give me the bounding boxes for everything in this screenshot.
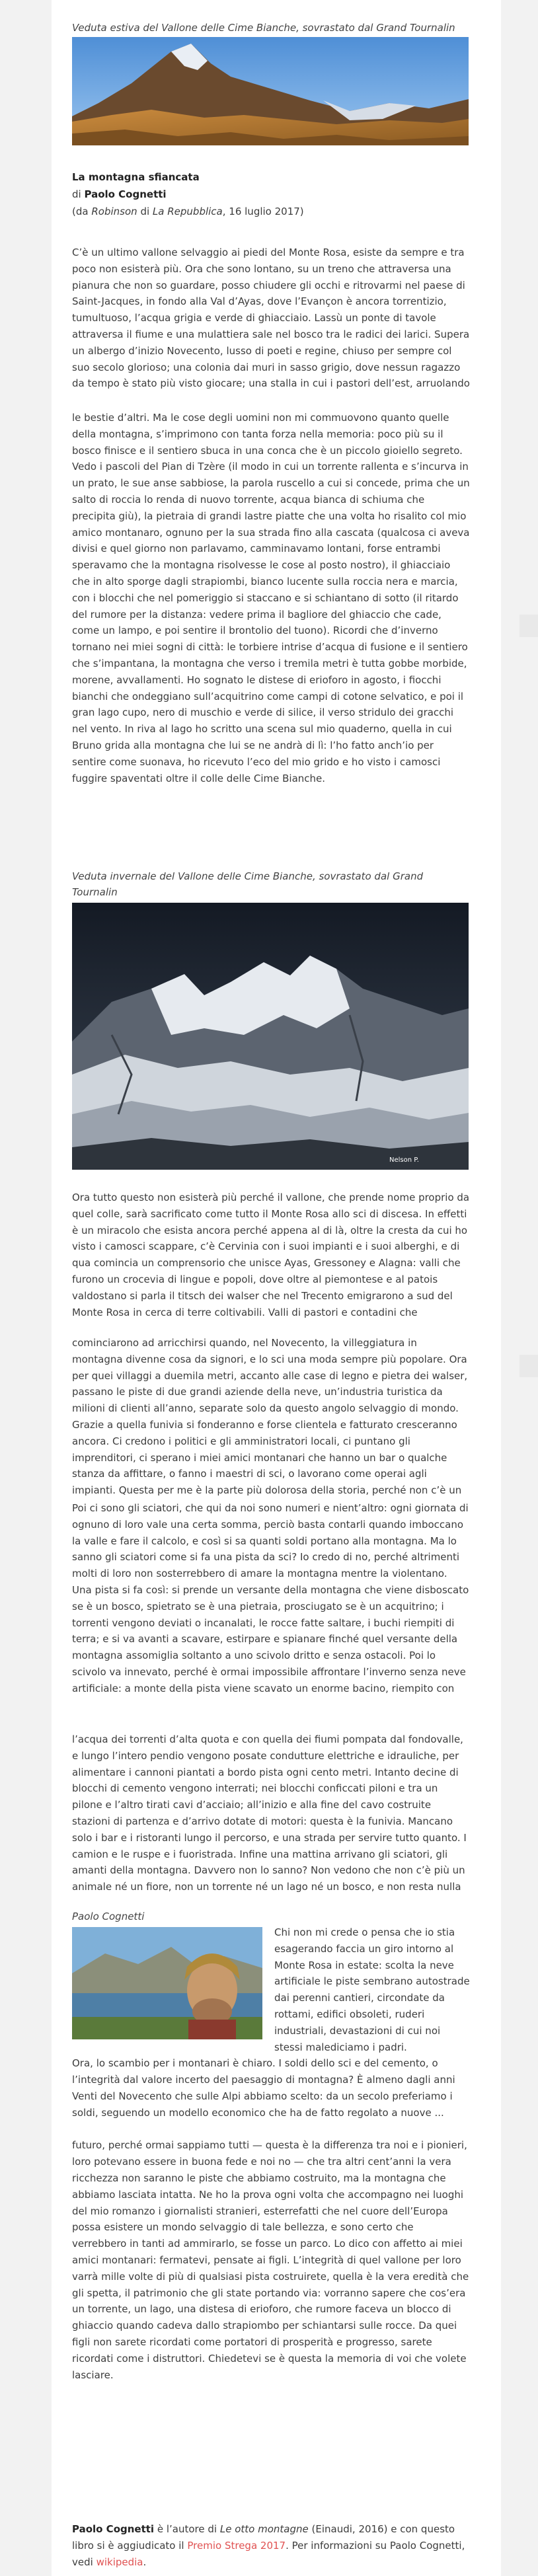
paragraph-1b: le bestie d’altri. Ma le cose degli uomini non mi commuovono quanto quelle della montagna, s’imprimono con tanta forza nella memoria: poco più su il bosco finisce e il sentiero sbuca in una conca che è un piccolo gioiello segreto. Vedo i pascoli del Pian di Tzère (il modo in cui un torrente rallenta e s’incurva in un prato, le sue anse sabbiose, la parola ruscello a cui si concede, prima che un salto di roccia lo renda di nuovo torrente, acqua bianca di schiuma che precipita giù), la pietraia di grandi lastre piatte che una volta ho risalito col mio amico montanaro, ognuno per la sua strada fino alla cascata (qualcosa ci aveva divisi e quel giorno non parlavamo, camminavamo lontani, forse entrambi speravamo che la montagna risolvesse le cose al posto nostro), il ghiacciaio che in alto sporge dagli strapiombi, bianco lucente sulla roccia nera e marcia, con i blocchi che nel pomeriggio si staccano e si schiantano di sotto (il ritardo del rumore per la distanza: vedere prima il bagliore del ghiaccio che cade, come un lampo, e poi sentire il brontolio del tuono). Ricordi che d’inverno tornano nei miei sogni di città: le torbiere intrise d’acqua di fusione e il sentiero che s’impantana, la montagna che verso i tremila metri è tutta gobbe morbide, morene, avvallamenti. Ho sognato le distese di erioforo in agosto, i fiocchi bianchi che ondeggiano sull’acquitrino come campi di cotone selvatico, e poi il gran lago cupo, nero di muschio e verde di silice, il verso stridulo dei gracchi nel vento. In riva al lago ho scritto una scena sul mio quaderno, quella in cui Bruno grida alla montagna che lui se ne andrà di lì: l’ho fatto anch’io per sentire come suonava, ho ricevuto l’eco del mio grido e ho visto i camosci fuggire spaventati oltre il colle delle Cime Bianche. [72, 412, 470, 784]
figure-caption-winter: Veduta invernale del Vallone delle Cime Bianche, sovrastato dal Grand Tournalin [72, 872, 424, 898]
image-watermark: Nelson P. [389, 1156, 419, 1164]
paragraph-1: C’è un ultimo vallone selvaggio ai piedi del Monte Rosa, esiste da sempre e tra poco non esisterà più. Ora che sono lontano, su un treno che attraversa una pianura che non so guardare, posso chiudere gli occhi e ritrovarmi nel paese di Saint-Jacques, in fondo alla Val d’Ayas, dove l’Evançon è ancora torrentizio, tumultuoso, l’acqua grigia e verde di ghiacciaio. Lassù un ponte di tavole attraversa il fiume e una mulattiera sale nel bosco tra le radici dei larici. Supera un albergo d’inizio Novecento, lusso di poeti e regine, chiuso per sempre col suo secolo glorioso; una colonia dai muri in sasso grigio, dove nessun ragazzo da tempo è stato più visto giocare; una stalla in cui i pastori dell’est, arruolando [72, 246, 470, 390]
wikipedia-link[interactable]: wikipedia [96, 2556, 143, 2568]
footer-book: Le otto montagne [219, 2523, 309, 2535]
footer-text-3: . Per informazioni su Paolo Cognetti, vedi [72, 2539, 465, 2568]
paragraph-block-5 [72, 2055, 470, 2137]
paragraph-block-2 [72, 1190, 470, 1334]
footer-text-1: è l’autore di [157, 2523, 217, 2535]
paragraph-5: Ora, lo scambio per i montanari è chiaro. I soldi dello sci e del cemento, o l’integrità dal valore incerto del paesaggio di montagna? È almeno dagli anni Venti del Novecento che sulle Alpi abbiamo scelto: da un secolo preferiamo i soldi, seguendo un modello economico che ha de fatto regolato a nuove ... [72, 2057, 455, 2119]
author-photo-illustration [72, 1927, 262, 2039]
paragraph-3: Poi ci sono gli sciatori, che qui da noi sono numeri e nient’altro: ogni giornata di ognuno di loro vale una certa somma, perciò basta contarli quando imboccano la valle e fare il calcolo, e così si sa quanti soldi portano alla montagna. Ma lo sanno gli sciatori come si fa una pista da sci? Io credo di no, perché altrimenti molti di loro non sosterrebbero di amare la montagna mentre la violentano. Una pista si fa così: si prende un versante della montagna che viene disboscato se è un bosco, spietrato se è una pietraia, prosciugato se è un acquitrino; i torrenti vengono deviati o incanalati, le rocce fatte saltare, i buchi riempiti di terra; e si va avanti a scavare, estirpare e spianare finché quel versante della montagna assomiglia soltanto a uno scivolo dritto e senza ostacoli. Poi lo scivolo va innevato, perché è ormai impossibile affrontare l’inverno senza neve artificiale: a monte della pista viene scavato un enorme bacino, riempito con [72, 1502, 469, 1694]
author-photo [72, 1927, 262, 2039]
source-date: , 16 luglio 2017) [222, 206, 304, 217]
source-line [72, 203, 470, 220]
paragraph-block-1 [72, 245, 470, 407]
paragraph-2b: cominciarono ad arricchirsi quando, nel Novecento, la villeggiatura in montagna divenne cosa da signori, e lo sci una moda sempre più popolare. Ora per quei villaggi a duemila metri, accanto alle case di legno e pietra dei walser, passano le piste di due grandi aziende della neve, un’industria turistica da milioni di clienti all’anno, separate solo da questo angolo selvaggio di mondo. Grazie a quella funivia si fonderanno e forse clientela e fatturato cresceranno ancora. Ci credono i politici e gli amministratori locali, ci puntano gli imprenditori, ci sperano i miei amici montanari che hanno un bar o qualche stanza da affittare, o fanno i maestri di sci, o lavorano come operai agli impianti. Questa per me è la parte più dolorosa della storia, perché non c’è un [72, 1337, 468, 1497]
author-footer [72, 2521, 470, 2570]
paragraph-block-3b [72, 1731, 470, 1897]
footer-text-4: . [143, 2556, 147, 2568]
byline-author: Paolo Cognetti [84, 188, 167, 200]
paragraph-block-2b [72, 1335, 470, 1499]
paragraph-3b: l’acqua dei torrenti d’alta quota e con quella dei fiumi pompata dal fondovalle, e lungo l’intero pendio vengono posate condutture elettriche e idrauliche, per alimentare i cannoni piantati a bordo pista ogni cento metri. Intanto decine di blocchi di cemento vengono interrati; nei blocchi conficcati piloni e tra un pilone e l’altro tirati cavi d’acciaio; all’inizio e alla fine del cavo costruite stazioni di partenza e d’arrivo dotate di motori: questa è la funivia. Mancano solo i bar e i ristoranti lungo il percorso, e una strada per servire tutto quanto. I camion e le ruspe e i fuoristrada. Infine una mattina arrivano gli sciatori, gli amanti della montagna. Davvero non lo sanno? Non vedono che non c’è più un animale né un fiore, non un torrente né un lago né un bosco, e non resta nulla [72, 1733, 467, 1893]
source-newspaper: La Repubblica [152, 206, 223, 217]
figure-caption-summer: Veduta estiva del Vallone delle Cime Bianche, sovrastato dal Grand Tournalin [72, 22, 455, 34]
winter-valley-image [72, 903, 469, 1170]
footer-author: Paolo Cognetti [72, 2523, 155, 2535]
source-middle: di [140, 206, 150, 217]
paragraph-block-1b [72, 410, 470, 866]
byline [72, 186, 470, 203]
winter-valley-illustration [72, 903, 469, 1170]
paragraph-5b: futuro, perché ormai sappiamo tutti — questa è la differenza tra noi e i pionieri, loro potevano essere in buona fede e noi no — che tra altri cent’anni la vera ricchezza non saranno le piste che abbiamo costruito, ma la montagna che abbiamo lasciata intatta. Ne ho la prova ogni volta che accompagno nei luoghi del mio romanzo i giornalisti stranieri, esterrefatti che nel cuore dell’Europa possa esistere un mondo selvaggio di tale bellezza, e sono certo che verrebbero in tanti ad ammirarlo, se fosse un parco. Lo dico con affetto ai miei amici montanari: fermatevi, pensate ai figli. L’integrità di quel vallone per loro varrà mille volte di più di qualsiasi pista costruirete, quella è la vera eredità che gli spetta, il patrimonio che gli state portando via: vorranno sapere che cos’era un torrente, un lago, una distesa di erioforo, che rumore faceva un blocco di ghiaccio quando cadeva dallo strapiombo per schiantarsi sulle rocce. Da quei figli non sarete ricordati come portatori di prosperità e progresso, sarete ricordati come i distruttori. Chiedetevi se è questa la memoria di voi che volete lasciare. [72, 2139, 469, 2381]
author-section [72, 1924, 470, 2433]
summer-valley-image [72, 37, 469, 145]
winter-caption-block [72, 872, 470, 900]
summer-valley-illustration [72, 37, 469, 145]
paragraph-2: Ora tutto questo non esisterà più perché il vallone, che prende nome proprio da quel colle, sarà sacrificato come tutto il Monte Rosa allo sci di discesa. In effetti è un miracolo che esista ancora perché appena al di là, oltre la cresta da cui ho visto i camosci scappare, c’è Cervinia con i suoi impianti e i suoi alberghi, e di qua comincia un comprensorio che unisce Ayas, Gressoney e Alagna: valli che furono un crocevia di lingue e popoli, dove oltre al piemontese e al patois valdostano si parla il titsch dei walser che nel Trecento emigrarono a sud del Monte Rosa in cerca di terre coltivabili. Valli di pastori e contadini che [72, 1192, 470, 1318]
premio-strega-link[interactable]: Premio Strega 2017 [187, 2539, 286, 2552]
paragraph-block-3 [72, 1500, 470, 1730]
side-tab [519, 615, 538, 637]
footer-text-2: (Einaudi, 2016) e con questo libro si è aggiudicato il [72, 2523, 455, 2552]
paragraph-block-5b [72, 2137, 470, 2433]
article-heading [72, 169, 470, 220]
byline-prefix: di [72, 188, 81, 200]
article-title: La montagna sfiancata [72, 171, 200, 183]
paragraph-4: Chi non mi crede o pensa che io stia esagerando faccia un giro intorno al Monte Rosa in estate: scolta la neve artificiale le piste sembrano autostrade dai perenni cantieri, circondate da rottami, edifici obsoleti, ruderi industriali, devastazioni di cui noi stessi malediciamo i padri. [274, 1926, 470, 2053]
source-prefix: (da [72, 206, 89, 217]
side-tab [519, 1355, 538, 1377]
article-page [52, 0, 501, 2576]
source-publication: Robinson [91, 206, 137, 217]
author-photo-caption: Paolo Cognetti [72, 1911, 145, 1922]
